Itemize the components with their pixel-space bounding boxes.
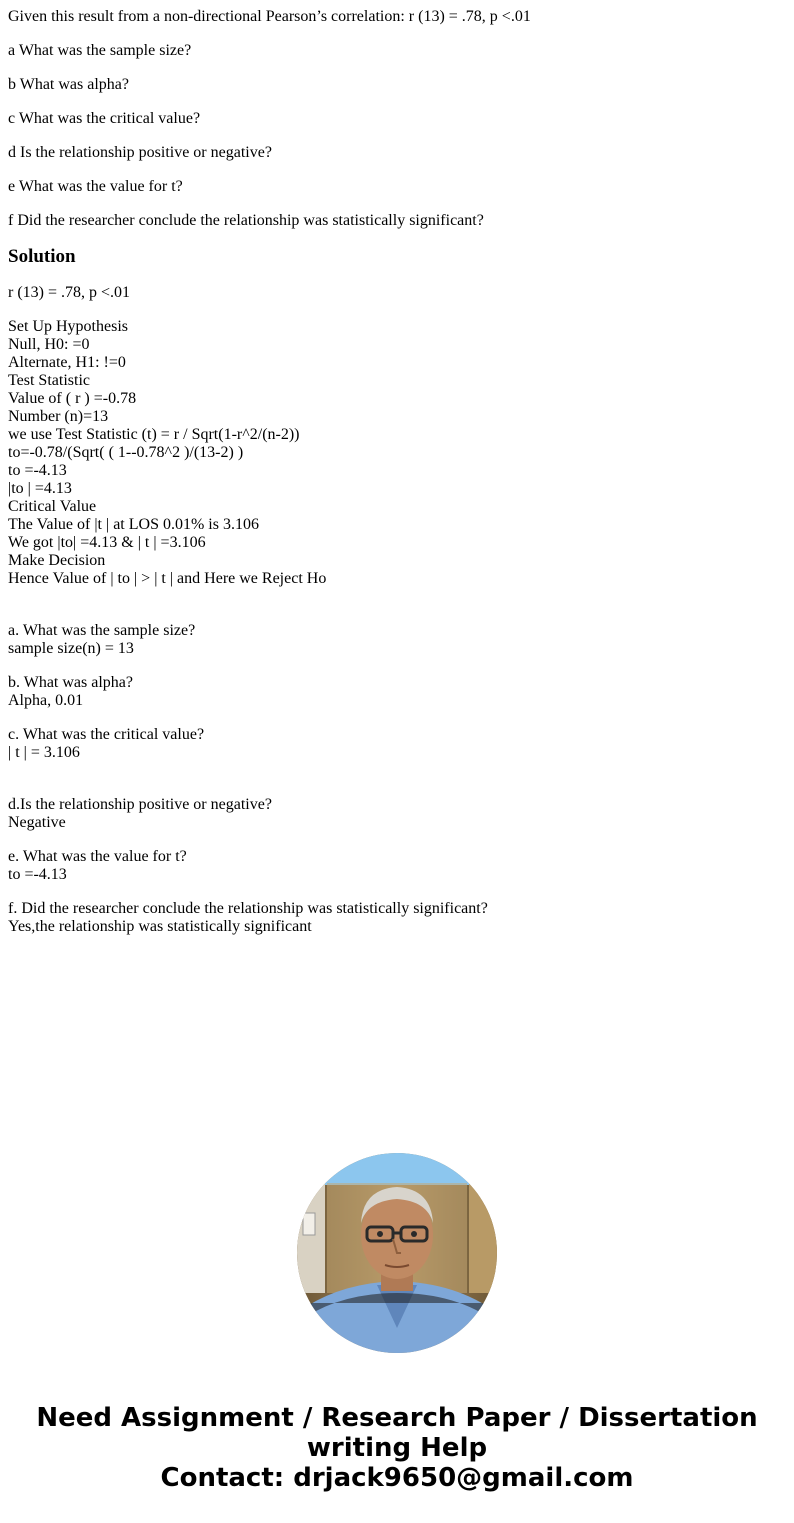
- question-item-e: e What was the value for t?: [8, 178, 183, 195]
- work-line: Value of ( r ) =-0.78: [8, 390, 137, 407]
- question-item-b: b What was alpha?: [8, 76, 129, 93]
- work-line: Test Statistic: [8, 372, 90, 389]
- work-line: Critical Value: [8, 498, 97, 515]
- answer-question: c. What was the critical value?: [8, 726, 205, 743]
- question-item-f: f Did the researcher conclude the relationship was statistically significant?: [8, 212, 484, 229]
- work-line: to=-0.78/(Sqrt( ( 1--0.78^2 )/(13-2) ): [8, 444, 244, 461]
- author-avatar: [297, 1153, 497, 1353]
- work-line: Set Up Hypothesis: [8, 318, 128, 335]
- answer-question: d.Is the relationship positive or negative?: [8, 796, 272, 813]
- answer-value: sample size(n) = 13: [8, 640, 134, 657]
- footer-contact-line: Contact: drjack9650@gmail.com: [160, 1463, 634, 1493]
- spacer: [8, 604, 788, 622]
- answer-f: [8, 900, 788, 936]
- solution-work: [8, 318, 788, 588]
- work-line: Make Decision: [8, 552, 106, 569]
- work-line: we use Test Statistic (t) = r / Sqrt(1-r^2/(n-2)): [8, 426, 300, 443]
- solution-given: r (13) = .78, p <.01: [8, 284, 131, 301]
- answer-value: | t | = 3.106: [8, 744, 80, 761]
- answer-value: Negative: [8, 814, 66, 831]
- question-item-a: a What was the sample size?: [8, 42, 192, 59]
- work-line: We got |to| =4.13 & | t | =3.106: [8, 534, 206, 551]
- work-line: The Value of |t | at LOS 0.01% is 3.106: [8, 516, 259, 533]
- work-line: Hence Value of | to | > | t | and Here we Reject Ho: [8, 570, 327, 587]
- work-line: Null, H0: =0: [8, 336, 90, 353]
- solution-heading: Solution: [8, 246, 76, 267]
- answer-c: [8, 726, 788, 762]
- work-line: Number (n)=13: [8, 408, 109, 425]
- question-item-c: c What was the critical value?: [8, 110, 201, 127]
- answer-value: Alpha, 0.01: [8, 692, 84, 709]
- work-line: to =-4.13: [8, 462, 67, 479]
- work-line: |to | =4.13: [8, 480, 72, 497]
- answer-a: [8, 622, 788, 658]
- answer-b: [8, 674, 788, 710]
- work-line: Alternate, H1: !=0: [8, 354, 126, 371]
- avatar-portrait: [297, 1153, 497, 1353]
- answer-question: e. What was the value for t?: [8, 848, 187, 865]
- footer-line-2: writing Help: [306, 1433, 488, 1463]
- document-body: [8, 8, 788, 952]
- answer-d: [8, 796, 788, 832]
- answer-value: Yes,the relationship was statistically significant: [8, 918, 312, 935]
- answer-question: f. Did the researcher conclude the relationship was statistically significant?: [8, 900, 488, 917]
- spacer: [8, 778, 788, 796]
- contact-footer: [0, 1403, 794, 1493]
- answer-question: a. What was the sample size?: [8, 622, 196, 639]
- question-item-d: d Is the relationship positive or negative?: [8, 144, 272, 161]
- question-intro: Given this result from a non-directional Pearson’s correlation: r (13) = .78, p <.01: [8, 8, 531, 25]
- answer-value: to =-4.13: [8, 866, 67, 883]
- footer-line-1: Need Assignment / Research Paper / Dissertation: [36, 1403, 758, 1433]
- answer-question: b. What was alpha?: [8, 674, 133, 691]
- answer-e: [8, 848, 788, 884]
